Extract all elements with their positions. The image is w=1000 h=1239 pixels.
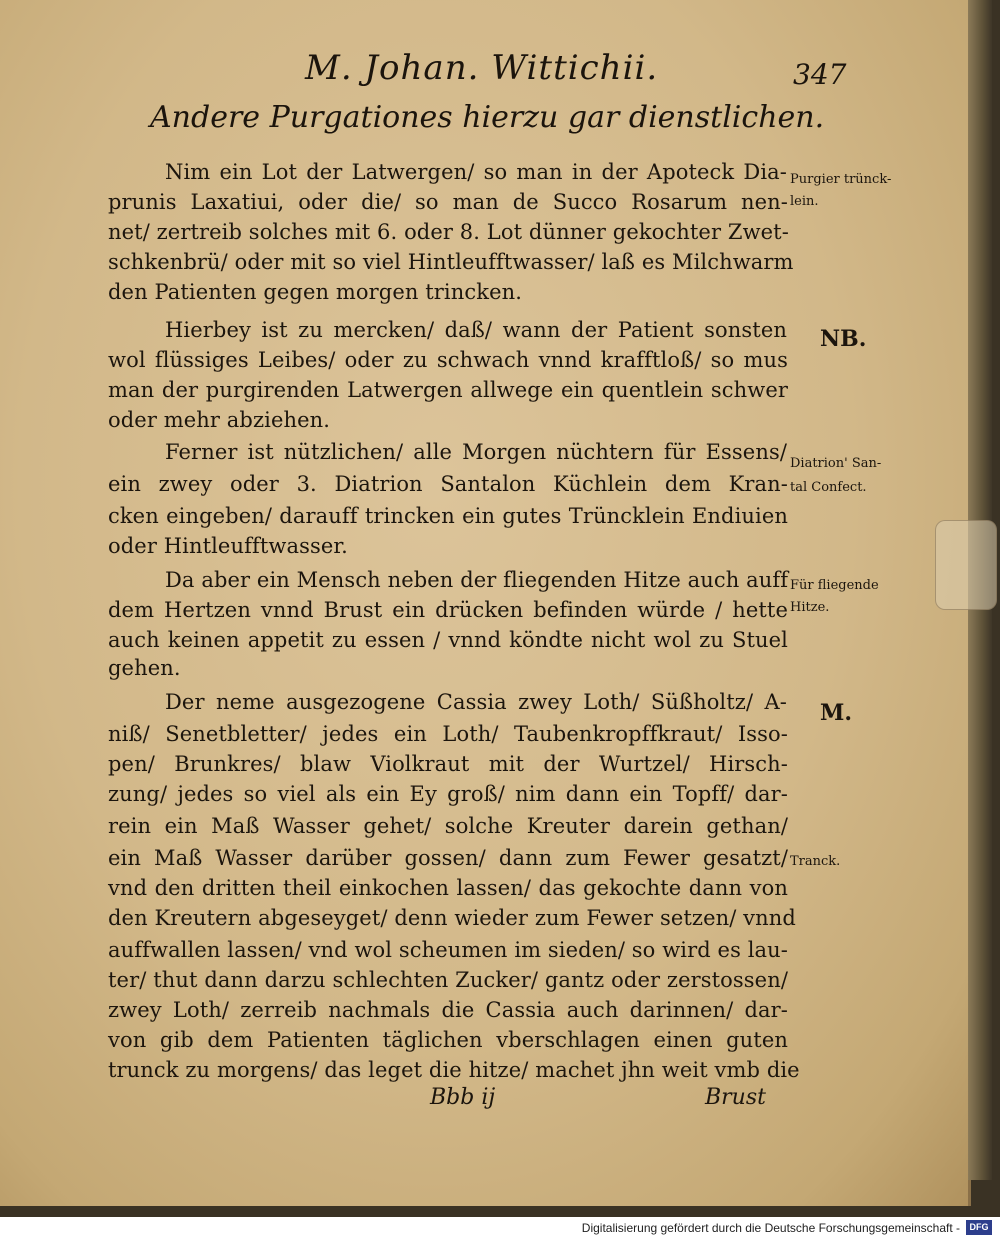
text-line: wol flüssiges Leibes/ oder zu schwach vnnd krafftloß/ so mus: [108, 348, 788, 372]
text-line: ein Maß Wasser darüber gossen/ dann zum Fewer gesatzt/: [108, 846, 788, 870]
text-line: Ferner ist nützlichen/ alle Morgen nüchtern für Essens/: [165, 440, 787, 464]
margin-note: Diatrion' San-: [790, 456, 882, 471]
text-line: vnd den dritten theil einkochen lassen/ das gekochte dann von: [108, 876, 788, 900]
dfg-logo: DFG: [966, 1220, 992, 1235]
margin-note: tal Confect.: [790, 480, 867, 495]
text-line: man der purgirenden Latwergen allwege ein quentlein schwer: [108, 378, 788, 402]
text-line: trunck zu morgens/ das leget die hitze/ machet jhn weit vmb die: [108, 1058, 800, 1082]
catchword: Brust: [705, 1085, 766, 1110]
signature-mark: Bbb ij: [430, 1085, 496, 1110]
text-line: auch keinen appetit zu essen / vnnd köndte nicht wol zu Stuel: [108, 628, 788, 652]
text-line: zung/ jedes so viel als ein Ey groß/ nim dann ein Topff/ dar-: [108, 782, 788, 806]
text-line: den Patienten gegen morgen trincken.: [108, 280, 522, 304]
text-line: rein ein Maß Wasser gehet/ solche Kreuter darein gethan/: [108, 814, 788, 838]
text-line: oder mehr abziehen.: [108, 408, 331, 432]
text-line: prunis Laxatiui, oder die/ so man de Succo Rosarum nen-: [108, 190, 788, 214]
margin-note: M.: [820, 700, 853, 726]
margin-note: Purgier trünck-: [790, 172, 892, 187]
text-line: ter/ thut dann darzu schlechten Zucker/ gantz oder zerstossen/: [108, 968, 788, 992]
page-number: 347: [793, 58, 847, 91]
section-heading: Andere Purgationes hierzu gar dienstlichen.: [150, 100, 825, 135]
margin-note: lein.: [790, 194, 819, 209]
text-line: den Kreutern abgeseyget/ denn wieder zum Fewer setzen/ vnnd: [108, 906, 796, 930]
text-line: pen/ Brunkres/ blaw Violkraut mit der Wurtzel/ Hirsch-: [108, 752, 788, 776]
text-line: cken eingeben/ darauff trincken ein gutes Trüncklein Endiuien: [108, 504, 788, 528]
text-line: von gib dem Patienten täglichen vberschlagen einen guten: [108, 1028, 788, 1052]
margin-note: Für fliegende: [790, 578, 879, 593]
text-line: auffwallen lassen/ vnd wol scheumen im sieden/ so wird es lau-: [108, 938, 788, 962]
text-line: ein zwey oder 3. Diatrion Santalon Küchlein dem Kran-: [108, 472, 788, 496]
text-line: Hierbey ist zu mercken/ daß/ wann der Patient sonsten: [165, 318, 787, 342]
running-head: M. Johan. Wittichii.: [305, 48, 659, 88]
text-line: zwey Loth/ zerreib nachmals die Cassia auch darinnen/ dar-: [108, 998, 788, 1022]
page-tab-marker: [935, 520, 997, 610]
text-line: niß/ Senetbletter/ jedes ein Loth/ Taubenkropffkraut/ Isso-: [108, 722, 788, 746]
margin-note: Hitze.: [790, 600, 830, 615]
text-line: oder Hintleufftwasser.: [108, 534, 348, 558]
margin-note: NB.: [820, 326, 867, 352]
text-line: dem Hertzen vnnd Brust ein drücken befinden würde / hette: [108, 598, 788, 622]
text-line: Der neme ausgezogene Cassia zwey Loth/ Süßholtz/ A-: [165, 690, 787, 714]
text-line: net/ zertreib solches mit 6. oder 8. Lot dünner gekochter Zwet-: [108, 220, 789, 244]
margin-note: Tranck.: [790, 854, 841, 869]
text-line: gehen.: [108, 656, 181, 680]
text-line: schkenbrü/ oder mit so viel Hintleufftwasser/ laß es Milchwarm: [108, 250, 794, 274]
text-line: Da aber ein Mensch neben der fliegenden Hitze auch auff: [165, 568, 789, 592]
text-line: Nim ein Lot der Latwergen/ so man in der Apoteck Dia-: [165, 160, 787, 184]
digitization-credit-bar: [0, 1217, 1000, 1239]
credit-text: Digitalisierung gefördert durch die Deutsche Forschungsgemeinschaft -: [581, 1221, 960, 1235]
